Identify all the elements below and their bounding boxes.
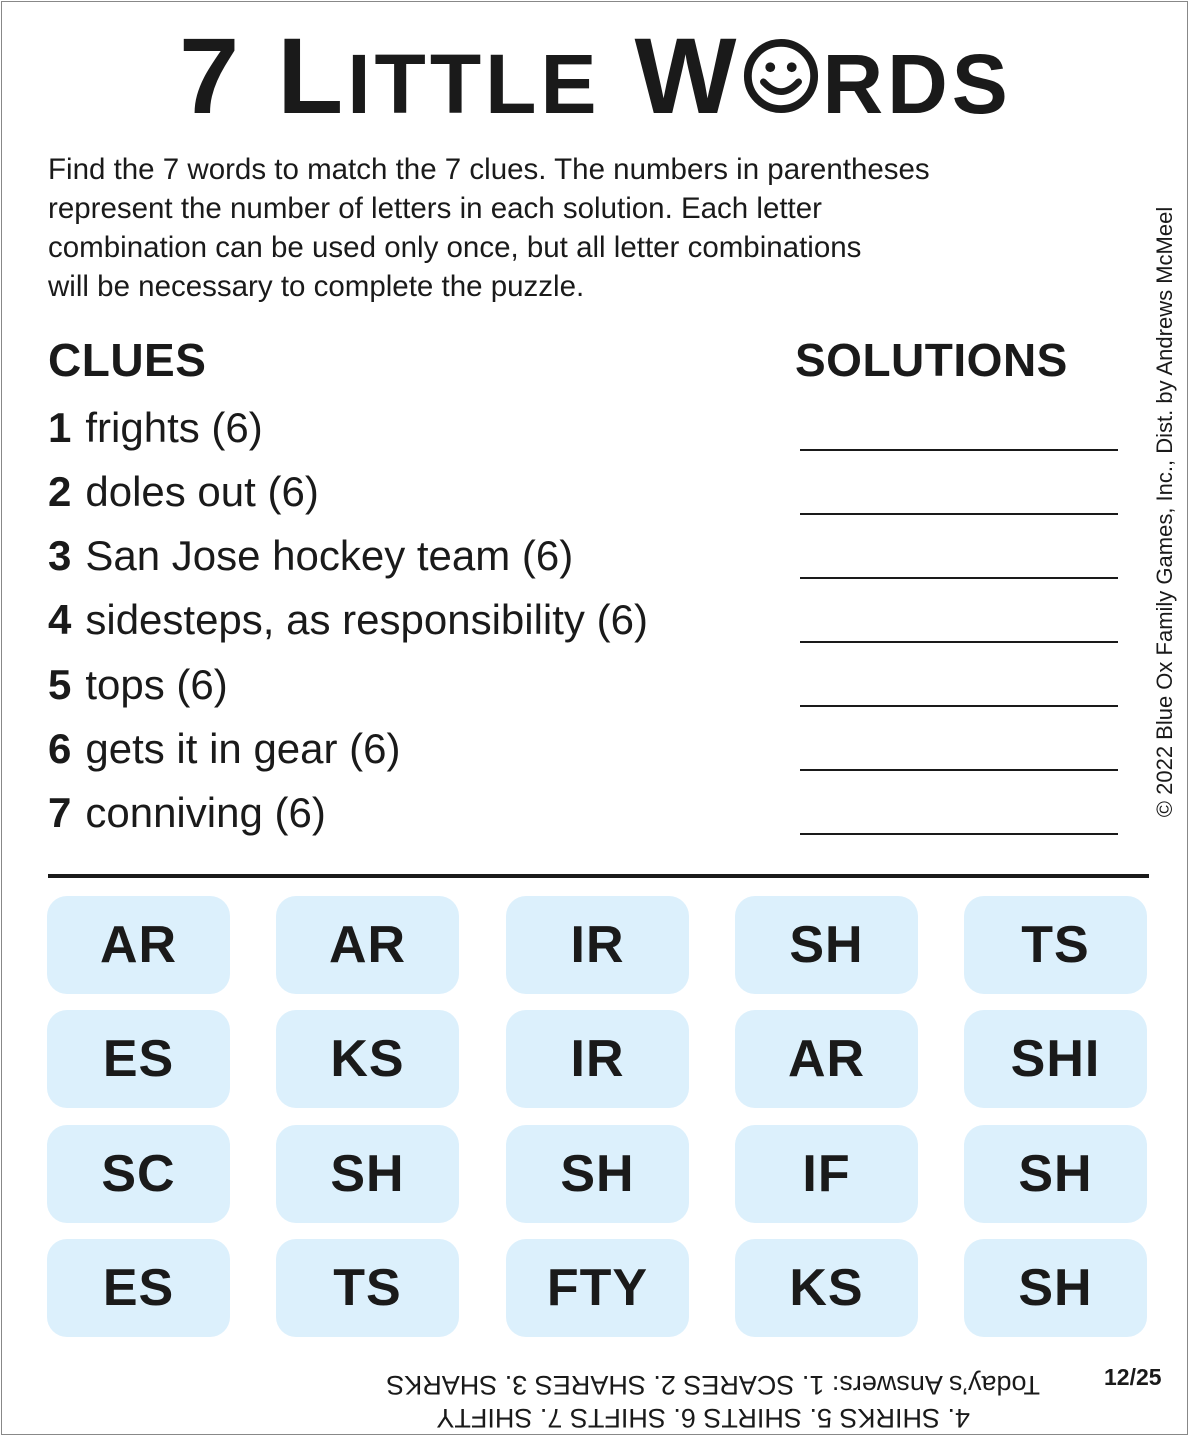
clue-7 (48, 789, 326, 837)
puzzle-title (0, 15, 1191, 136)
clue-text: conniving (6) (85, 789, 326, 836)
divider (48, 874, 1149, 878)
solutions-heading: SOLUTIONS (795, 334, 1068, 386)
clue-number: 4 (48, 596, 72, 643)
letter-tile[interactable]: AR (47, 896, 230, 994)
letter-tile[interactable]: KS (276, 1010, 459, 1108)
instruction-line: Find the 7 words to match the 7 clues. The numbers in parentheses (48, 153, 930, 186)
letter-tile[interactable]: SH (964, 1239, 1147, 1337)
letter-tile[interactable]: TS (964, 896, 1147, 994)
letter-tile[interactable]: IR (506, 896, 689, 994)
letter-tile[interactable]: IF (735, 1125, 918, 1223)
clue-number: 7 (48, 789, 72, 836)
answers-line-1: Today’s Answers: 1. SCARES 2. SHARES 3. SHARKS (386, 1370, 1040, 1400)
letter-tile[interactable]: ES (47, 1010, 230, 1108)
title-part-4: RDS (822, 37, 1012, 131)
solution-blank-4[interactable] (800, 641, 1118, 643)
clues-heading: CLUES (48, 334, 207, 386)
instructions (48, 150, 1158, 306)
title-part-1: 7 L (179, 15, 348, 136)
letter-tile[interactable]: SH (276, 1125, 459, 1223)
clue-text: gets it in gear (6) (85, 725, 401, 772)
letter-tile[interactable]: KS (735, 1239, 918, 1337)
clue-number: 3 (48, 532, 72, 579)
title-part-2: ITTLE (347, 37, 601, 131)
letter-tile[interactable]: SHI (964, 1010, 1147, 1108)
clue-6 (48, 725, 401, 773)
solution-blank-7[interactable] (800, 833, 1118, 835)
clue-5 (48, 661, 228, 709)
letter-tile[interactable]: TS (276, 1239, 459, 1337)
instruction-line: combination can be used only once, but all letter combinations (48, 231, 862, 264)
clue-2 (48, 468, 319, 516)
clue-1 (48, 404, 263, 452)
letter-tile[interactable]: SH (735, 896, 918, 994)
solution-blank-6[interactable] (800, 769, 1118, 771)
clue-number: 2 (48, 468, 72, 515)
solution-blank-1[interactable] (800, 449, 1118, 451)
title-part-3: W (634, 15, 741, 136)
clue-text: frights (6) (85, 404, 263, 451)
clue-text: doles out (6) (85, 468, 319, 515)
letter-tile[interactable]: ES (47, 1239, 230, 1337)
letter-tile[interactable]: FTY (506, 1239, 689, 1337)
solution-blank-3[interactable] (800, 577, 1118, 579)
letter-tile[interactable]: AR (735, 1010, 918, 1108)
copyright-text: © 2022 Blue Ox Family Games, Inc., Dist. by Andrews McMeel (1152, 206, 1177, 818)
answers-line-2: 4. SHIRKS 5. SHIRTS 6. SHIFTS 7. SHIFTY (436, 1403, 970, 1433)
instruction-line: represent the number of letters in each solution. Each letter (48, 192, 822, 225)
clue-number: 5 (48, 661, 72, 708)
puzzle-date: 12/25 (1104, 1364, 1162, 1390)
instruction-line: will be necessary to complete the puzzle. (48, 270, 585, 303)
smiley-face-icon (742, 37, 820, 115)
clue-text: sidesteps, as responsibility (6) (85, 596, 648, 643)
letter-tile[interactable]: AR (276, 896, 459, 994)
todays-answers (150, 1368, 1040, 1434)
clue-text: San Jose hockey team (6) (85, 532, 574, 579)
clue-4 (48, 596, 648, 644)
clue-3 (48, 532, 573, 580)
clue-text: tops (6) (85, 661, 228, 708)
letter-tile[interactable]: SH (964, 1125, 1147, 1223)
solution-blank-2[interactable] (800, 513, 1118, 515)
clue-number: 6 (48, 725, 72, 772)
letter-tile[interactable]: SC (47, 1125, 230, 1223)
letter-tiles-grid (47, 896, 1149, 1336)
clue-number: 1 (48, 404, 72, 451)
letter-tile[interactable]: SH (506, 1125, 689, 1223)
solution-blank-5[interactable] (800, 705, 1118, 707)
letter-tile[interactable]: IR (506, 1010, 689, 1108)
